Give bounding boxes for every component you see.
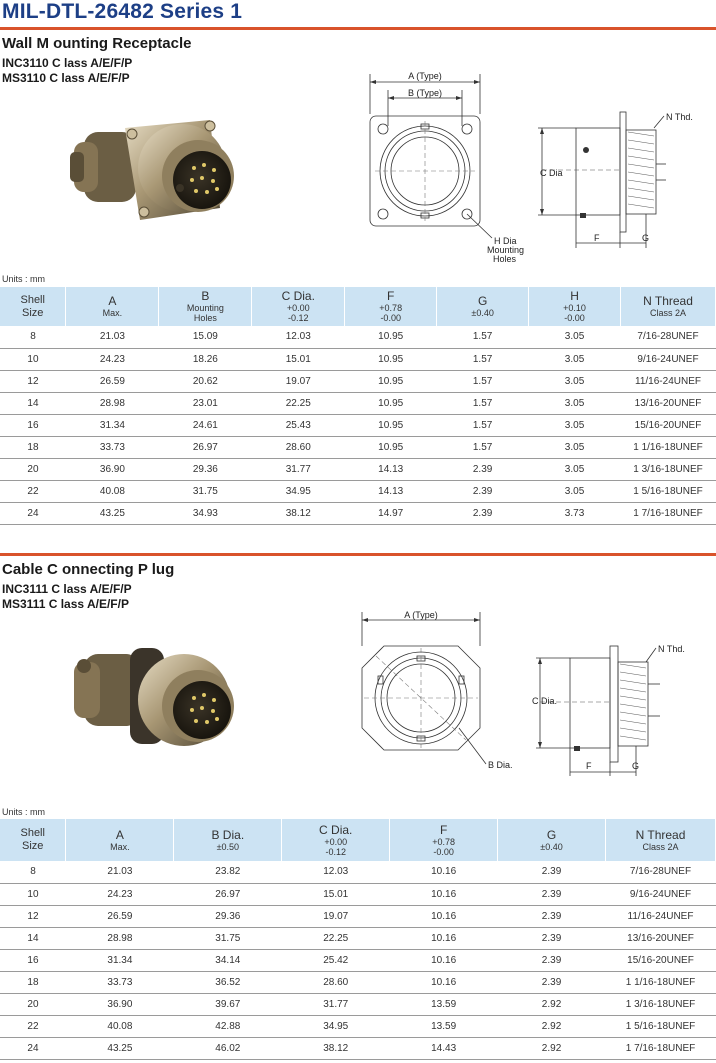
column-header bbox=[252, 287, 345, 326]
h-dia-label: H Dia bbox=[494, 236, 517, 246]
table-cell: 20 bbox=[0, 458, 66, 480]
table-row bbox=[0, 436, 716, 458]
table-cell: 10.95 bbox=[345, 348, 437, 370]
column-header-sub: +0.00 bbox=[286, 303, 310, 313]
table-cell: 1 3/16-18UNEF bbox=[621, 458, 716, 480]
column-header-main: G bbox=[546, 827, 557, 842]
table-cell: 1.57 bbox=[437, 414, 529, 436]
table-cell: 24.23 bbox=[66, 883, 174, 905]
table-row bbox=[0, 949, 716, 971]
column-header-main: N Thread bbox=[635, 827, 686, 842]
column-header bbox=[66, 819, 174, 861]
table-cell: 3.05 bbox=[529, 348, 621, 370]
table-cell: 34.14 bbox=[174, 949, 282, 971]
table-cell: 24 bbox=[0, 1037, 66, 1059]
column-header-main: N Thread bbox=[643, 294, 693, 308]
column-header bbox=[390, 819, 498, 861]
table-cell: 40.08 bbox=[66, 480, 159, 502]
column-header-sub: Size bbox=[22, 840, 44, 852]
column-header-main: F bbox=[439, 822, 448, 837]
table-cell: 31.75 bbox=[159, 480, 252, 502]
plug-spec-table bbox=[0, 819, 716, 1060]
column-header-main: B bbox=[201, 289, 210, 303]
table-cell: 23.01 bbox=[159, 392, 252, 414]
table-cell: 2.39 bbox=[437, 502, 529, 524]
table-body bbox=[0, 861, 716, 1059]
table-cell: 18.26 bbox=[159, 348, 252, 370]
table-cell: 1 1/16-18UNEF bbox=[621, 436, 716, 458]
column-header-main: G bbox=[477, 294, 488, 308]
table-cell: 2.39 bbox=[498, 949, 606, 971]
table-row bbox=[0, 326, 716, 348]
plug-f-label: F bbox=[586, 761, 592, 771]
table-cell: 21.03 bbox=[66, 326, 159, 348]
table-cell: 1 5/16-18UNEF bbox=[621, 480, 716, 502]
table-cell: 22.25 bbox=[252, 392, 345, 414]
table-cell: 29.36 bbox=[159, 458, 252, 480]
table-cell: 1 3/16-18UNEF bbox=[605, 993, 715, 1015]
column-header-sub2: -0.00 bbox=[564, 313, 585, 323]
table-cell: 2.39 bbox=[437, 480, 529, 502]
column-header-sub: +0.78 bbox=[432, 836, 456, 847]
b-dia-label: B Dia. bbox=[488, 760, 513, 770]
table-cell: 36.90 bbox=[66, 993, 174, 1015]
table-cell: 2.39 bbox=[498, 927, 606, 949]
table-cell: 38.12 bbox=[252, 502, 345, 524]
mounting-label: Mounting bbox=[487, 245, 525, 255]
column-header-sub2: -0.00 bbox=[433, 846, 454, 857]
table-row bbox=[0, 480, 716, 502]
column-header-sub2: -0.00 bbox=[380, 313, 401, 323]
table-cell: 28.98 bbox=[66, 927, 174, 949]
table-cell: 10 bbox=[0, 348, 66, 370]
table-cell: 15.01 bbox=[282, 883, 390, 905]
section2-units: Units : mm bbox=[2, 807, 46, 817]
column-header-main: H bbox=[570, 289, 579, 303]
column-header-sub2: -0.12 bbox=[325, 846, 346, 857]
table-row bbox=[0, 348, 716, 370]
section2-class-line-1: INC3111 C lass A/E/F/P bbox=[2, 582, 132, 596]
table-row bbox=[0, 458, 716, 480]
table-cell: 13.59 bbox=[390, 1015, 498, 1037]
table-cell: 2.39 bbox=[498, 971, 606, 993]
column-header bbox=[66, 287, 159, 326]
table-cell: 46.02 bbox=[174, 1037, 282, 1059]
a-type-label: A (Type) bbox=[408, 71, 442, 81]
column-header-sub: Mounting bbox=[186, 303, 224, 313]
table-cell: 1 1/16-18UNEF bbox=[605, 971, 715, 993]
table-cell: 33.73 bbox=[66, 436, 159, 458]
column-header-sub: Max. bbox=[110, 841, 130, 852]
table-cell: 1.57 bbox=[437, 392, 529, 414]
table-cell: 9/16-24UNEF bbox=[621, 348, 716, 370]
column-header-sub2: Holes bbox=[193, 313, 217, 323]
column-header bbox=[529, 287, 621, 326]
column-header bbox=[498, 819, 606, 861]
table-cell: 3.05 bbox=[529, 458, 621, 480]
table-cell: 42.88 bbox=[174, 1015, 282, 1037]
table-cell: 10.16 bbox=[390, 883, 498, 905]
receptacle-side-view-drawing bbox=[536, 100, 716, 250]
table-cell: 36.90 bbox=[66, 458, 159, 480]
table-header-row bbox=[0, 819, 716, 861]
table-row bbox=[0, 883, 716, 905]
table-cell: 1.57 bbox=[437, 436, 529, 458]
table-cell: 1.57 bbox=[437, 326, 529, 348]
plug-g-label: G bbox=[632, 761, 640, 771]
column-header bbox=[174, 819, 282, 861]
column-header-main: Shell bbox=[20, 293, 45, 306]
table-cell: 26.97 bbox=[174, 883, 282, 905]
table-cell: 25.43 bbox=[252, 414, 345, 436]
table-cell: 16 bbox=[0, 414, 66, 436]
table-row bbox=[0, 861, 716, 883]
table-cell: 28.98 bbox=[66, 392, 159, 414]
plug-side-view-drawing bbox=[528, 638, 716, 778]
column-header-sub: +0.10 bbox=[563, 303, 586, 313]
table-cell: 24.61 bbox=[159, 414, 252, 436]
f-label: F bbox=[594, 233, 600, 243]
table-cell: 1.57 bbox=[437, 370, 529, 392]
table-cell: 23.82 bbox=[174, 861, 282, 883]
table-cell: 11/16-24UNEF bbox=[605, 905, 715, 927]
table-row bbox=[0, 392, 716, 414]
table-cell: 36.52 bbox=[174, 971, 282, 993]
table-cell: 14.43 bbox=[390, 1037, 498, 1059]
table-cell: 18 bbox=[0, 436, 66, 458]
table-cell: 3.73 bbox=[529, 502, 621, 524]
table-cell: 1 5/16-18UNEF bbox=[605, 1015, 715, 1037]
plug-c-dia-label: C Dia. bbox=[532, 696, 558, 706]
table-cell: 2.39 bbox=[437, 458, 529, 480]
section2-title: Cable C onnecting P lug bbox=[2, 561, 175, 578]
table-cell: 31.34 bbox=[66, 414, 159, 436]
table-cell: 2.39 bbox=[498, 905, 606, 927]
table-cell: 14 bbox=[0, 392, 66, 414]
column-header-sub: +0.78 bbox=[379, 303, 403, 313]
table-cell: 20 bbox=[0, 993, 66, 1015]
receptacle-spec-table bbox=[0, 287, 716, 525]
title-divider bbox=[0, 27, 716, 30]
plug-a-type-label: A (Type) bbox=[404, 610, 438, 620]
table-cell: 39.67 bbox=[174, 993, 282, 1015]
column-header bbox=[621, 287, 716, 326]
holes-label: Holes bbox=[493, 254, 517, 264]
page-title: MIL-DTL-26482 Series 1 bbox=[2, 0, 243, 23]
column-header bbox=[0, 287, 66, 326]
table-cell: 26.59 bbox=[66, 905, 174, 927]
table-cell: 34.95 bbox=[282, 1015, 390, 1037]
table-cell: 43.25 bbox=[66, 502, 159, 524]
table-cell: 28.60 bbox=[252, 436, 345, 458]
c-dia-label: C Dia bbox=[540, 168, 563, 178]
table-cell: 14.13 bbox=[345, 480, 437, 502]
table-cell: 10.16 bbox=[390, 927, 498, 949]
column-header-sub: Max. bbox=[102, 308, 123, 318]
table-cell: 1.57 bbox=[437, 348, 529, 370]
table-row bbox=[0, 971, 716, 993]
table-cell: 3.05 bbox=[529, 436, 621, 458]
table-cell: 22 bbox=[0, 1015, 66, 1037]
table-cell: 10.16 bbox=[390, 861, 498, 883]
table-cell: 19.07 bbox=[252, 370, 345, 392]
section1-class-line-2: MS3110 C lass A/E/F/P bbox=[2, 71, 130, 85]
table-cell: 31.75 bbox=[174, 927, 282, 949]
column-header bbox=[282, 819, 390, 861]
table-cell: 28.60 bbox=[282, 971, 390, 993]
table-cell: 10 bbox=[0, 883, 66, 905]
column-header-sub: Size bbox=[22, 306, 44, 319]
table-cell: 31.77 bbox=[252, 458, 345, 480]
plug-front-view-drawing bbox=[356, 606, 536, 776]
table-cell: 10.95 bbox=[345, 414, 437, 436]
column-header-main: A bbox=[108, 294, 117, 308]
table-cell: 8 bbox=[0, 861, 66, 883]
table-cell: 7/16-28UNEF bbox=[621, 326, 716, 348]
table-cell: 19.07 bbox=[282, 905, 390, 927]
table-cell: 34.95 bbox=[252, 480, 345, 502]
column-header-sub2: -0.12 bbox=[288, 313, 309, 323]
table-cell: 15/16-20UNEF bbox=[605, 949, 715, 971]
table-header-row bbox=[0, 287, 716, 326]
table-cell: 15.09 bbox=[159, 326, 252, 348]
section2-class-line-2: MS3111 C lass A/E/F/P bbox=[2, 597, 129, 611]
section1-units: Units : mm bbox=[2, 274, 46, 284]
table-cell: 10.16 bbox=[390, 949, 498, 971]
table-cell: 22 bbox=[0, 480, 66, 502]
table-cell: 21.03 bbox=[66, 861, 174, 883]
table-cell: 10.16 bbox=[390, 905, 498, 927]
table-row bbox=[0, 1037, 716, 1059]
table-cell: 2.39 bbox=[498, 883, 606, 905]
table-cell: 1 7/16-18UNEF bbox=[605, 1037, 715, 1059]
table-cell: 34.93 bbox=[159, 502, 252, 524]
table-cell: 10.95 bbox=[345, 392, 437, 414]
table-cell: 31.77 bbox=[282, 993, 390, 1015]
section1-class-line-1: INC3110 C lass A/E/F/P bbox=[2, 56, 133, 70]
table-cell: 14.13 bbox=[345, 458, 437, 480]
table-cell: 9/16-24UNEF bbox=[605, 883, 715, 905]
table-row bbox=[0, 905, 716, 927]
table-row bbox=[0, 927, 716, 949]
table-cell: 33.73 bbox=[66, 971, 174, 993]
table-cell: 20.62 bbox=[159, 370, 252, 392]
section-divider bbox=[0, 553, 716, 556]
table-cell: 2.92 bbox=[498, 1037, 606, 1059]
table-cell: 29.36 bbox=[174, 905, 282, 927]
column-header bbox=[605, 819, 715, 861]
table-cell: 13/16-20UNEF bbox=[605, 927, 715, 949]
table-cell: 12.03 bbox=[282, 861, 390, 883]
table-cell: 3.05 bbox=[529, 326, 621, 348]
column-header-main: A bbox=[115, 827, 124, 842]
plug-n-thd-label: N Thd. bbox=[658, 644, 685, 654]
table-cell: 10.95 bbox=[345, 370, 437, 392]
table-cell: 2.92 bbox=[498, 993, 606, 1015]
table-row bbox=[0, 993, 716, 1015]
b-type-label: B (Type) bbox=[407, 88, 443, 98]
table-cell: 24 bbox=[0, 502, 66, 524]
table-cell: 14 bbox=[0, 927, 66, 949]
table-cell: 1 7/16-18UNEF bbox=[621, 502, 716, 524]
table-cell: 15/16-20UNEF bbox=[621, 414, 716, 436]
column-header bbox=[437, 287, 529, 326]
table-cell: 40.08 bbox=[66, 1015, 174, 1037]
table-cell: 3.05 bbox=[529, 392, 621, 414]
table-cell: 26.59 bbox=[66, 370, 159, 392]
table-cell: 3.05 bbox=[529, 414, 621, 436]
table-cell: 25.42 bbox=[282, 949, 390, 971]
table-cell: 16 bbox=[0, 949, 66, 971]
table-row bbox=[0, 1015, 716, 1037]
g-label: G bbox=[642, 233, 650, 243]
column-header-sub: ±0.40 bbox=[471, 308, 494, 318]
table-cell: 15.01 bbox=[252, 348, 345, 370]
table-cell: 8 bbox=[0, 326, 66, 348]
column-header-sub: Class 2A bbox=[649, 308, 686, 318]
table-cell: 10.95 bbox=[345, 436, 437, 458]
column-header-main: Shell bbox=[20, 827, 45, 839]
table-cell: 13.59 bbox=[390, 993, 498, 1015]
table-cell: 13/16-20UNEF bbox=[621, 392, 716, 414]
column-header-main: F bbox=[387, 289, 395, 303]
plug-photo bbox=[72, 636, 252, 766]
table-cell: 10.95 bbox=[345, 326, 437, 348]
column-header-main: B Dia. bbox=[211, 827, 245, 842]
table-cell: 12.03 bbox=[252, 326, 345, 348]
n-thd-label: N Thd. bbox=[666, 112, 693, 122]
table-cell: 26.97 bbox=[159, 436, 252, 458]
table-cell: 22.25 bbox=[282, 927, 390, 949]
table-cell: 3.05 bbox=[529, 480, 621, 502]
column-header-sub: ±0.40 bbox=[540, 841, 563, 852]
table-cell: 12 bbox=[0, 370, 66, 392]
table-cell: 11/16-24UNEF bbox=[621, 370, 716, 392]
section1-title: Wall M ounting Receptacle bbox=[2, 35, 192, 52]
table-cell: 18 bbox=[0, 971, 66, 993]
receptacle-photo bbox=[70, 110, 250, 240]
table-cell: 24.23 bbox=[66, 348, 159, 370]
table-cell: 2.92 bbox=[498, 1015, 606, 1037]
column-header bbox=[0, 819, 66, 861]
table-row bbox=[0, 502, 716, 524]
column-header-sub: Class 2A bbox=[642, 841, 679, 852]
table-cell: 3.05 bbox=[529, 370, 621, 392]
table-cell: 7/16-28UNEF bbox=[605, 861, 715, 883]
table-cell: 14.97 bbox=[345, 502, 437, 524]
table-cell: 43.25 bbox=[66, 1037, 174, 1059]
table-body bbox=[0, 326, 716, 524]
column-header bbox=[345, 287, 437, 326]
column-header-sub: ±0.50 bbox=[216, 841, 240, 852]
table-cell: 31.34 bbox=[66, 949, 174, 971]
table-cell: 38.12 bbox=[282, 1037, 390, 1059]
table-cell: 10.16 bbox=[390, 971, 498, 993]
table-cell: 12 bbox=[0, 905, 66, 927]
table-cell: 2.39 bbox=[498, 861, 606, 883]
receptacle-front-view-drawing bbox=[360, 66, 540, 271]
column-header-main: C Dia. bbox=[281, 289, 315, 303]
table-row bbox=[0, 414, 716, 436]
column-header bbox=[159, 287, 252, 326]
column-header-main: C Dia. bbox=[319, 822, 353, 837]
table-row bbox=[0, 370, 716, 392]
column-header-sub: +0.00 bbox=[324, 836, 348, 847]
